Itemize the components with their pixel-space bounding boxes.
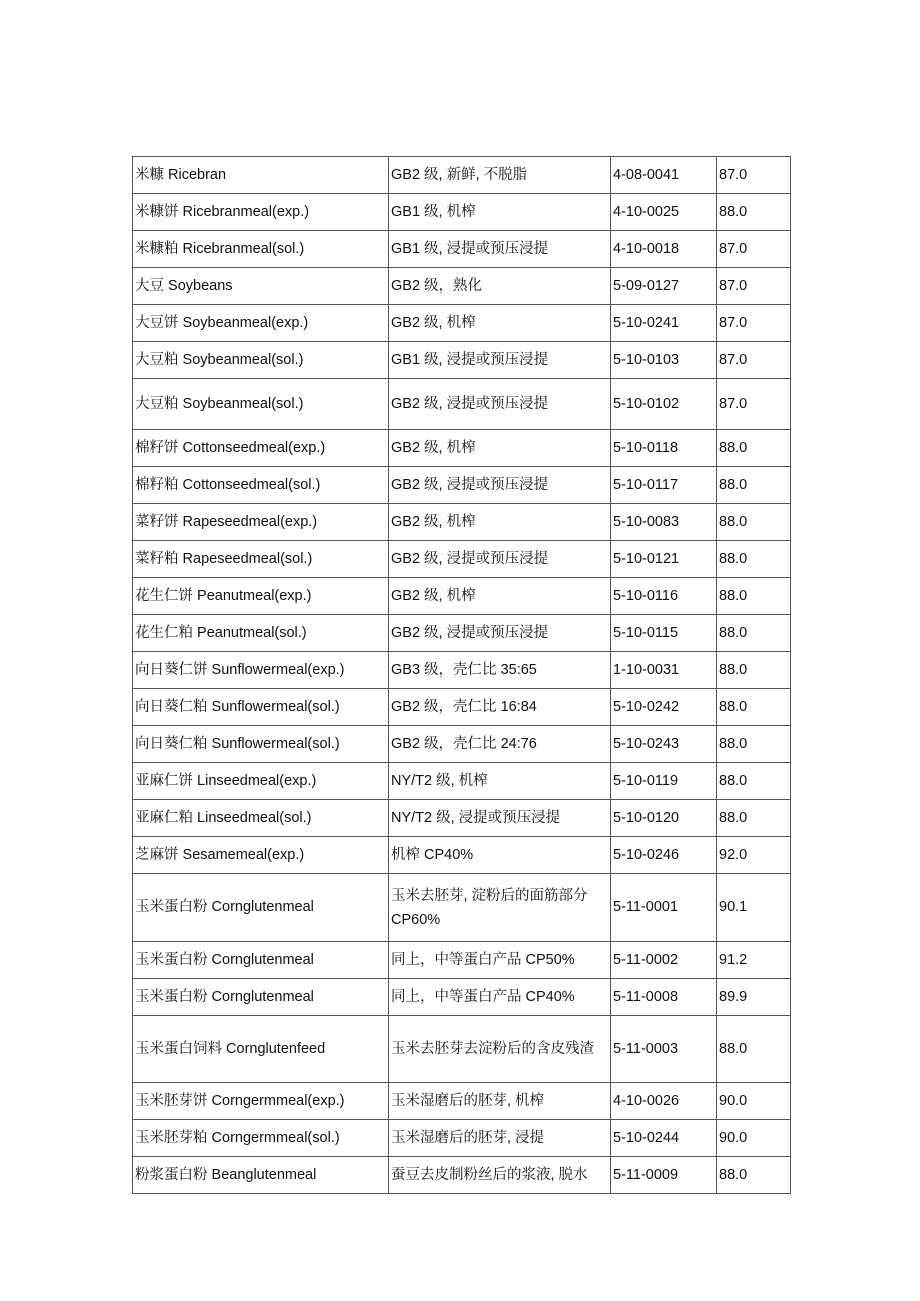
code-cell: 4-08-0041 [611, 157, 717, 194]
dry-matter-cell: 88.0 [717, 541, 791, 578]
table-row [133, 689, 791, 726]
table-row [133, 800, 791, 837]
table-row [133, 578, 791, 615]
spec-cell: GB2 级, 机榨 [389, 305, 611, 342]
feed-name-cell: 米糠粕 Ricebranmeal(sol.) [133, 231, 389, 268]
feed-name-cell: 大豆饼 Soybeanmeal(exp.) [133, 305, 389, 342]
code-cell: 5-10-0121 [611, 541, 717, 578]
feed-name-cell: 粉浆蛋白粉 Beanglutenmeal [133, 1157, 389, 1194]
dry-matter-cell: 88.0 [717, 504, 791, 541]
table-row [133, 342, 791, 379]
dry-matter-cell: 88.0 [717, 467, 791, 504]
feed-name-cell: 米糠 Ricebran [133, 157, 389, 194]
dry-matter-cell: 91.2 [717, 942, 791, 979]
table-row [133, 1083, 791, 1120]
dry-matter-cell: 87.0 [717, 231, 791, 268]
feed-name-cell: 玉米蛋白粉 Cornglutenmeal [133, 979, 389, 1016]
feed-name-cell: 亚麻仁粕 Linseedmeal(sol.) [133, 800, 389, 837]
feed-name-cell: 棉籽饼 Cottonseedmeal(exp.) [133, 430, 389, 467]
dry-matter-cell: 87.0 [717, 379, 791, 430]
feed-name-cell: 向日葵仁粕 Sunflowermeal(sol.) [133, 726, 389, 763]
table-row [133, 1157, 791, 1194]
code-cell: 5-10-0115 [611, 615, 717, 652]
spec-cell: GB2 级, 新鲜, 不脱脂 [389, 157, 611, 194]
table-row [133, 652, 791, 689]
code-cell: 5-10-0242 [611, 689, 717, 726]
table-row [133, 726, 791, 763]
code-cell: 5-11-0002 [611, 942, 717, 979]
table-row [133, 541, 791, 578]
dry-matter-cell: 90.1 [717, 874, 791, 942]
feed-name-cell: 芝麻饼 Sesamemeal(exp.) [133, 837, 389, 874]
dry-matter-cell: 89.9 [717, 979, 791, 1016]
feed-name-cell: 菜籽粕 Rapeseedmeal(sol.) [133, 541, 389, 578]
dry-matter-cell: 88.0 [717, 652, 791, 689]
code-cell: 5-10-0117 [611, 467, 717, 504]
spec-cell: GB2 级，壳仁比 16:84 [389, 689, 611, 726]
table-row [133, 157, 791, 194]
dry-matter-cell: 90.0 [717, 1120, 791, 1157]
dry-matter-cell: 87.0 [717, 305, 791, 342]
spec-cell: NY/T2 级, 浸提或预压浸提 [389, 800, 611, 837]
code-cell: 5-10-0102 [611, 379, 717, 430]
spec-cell: 同上，中等蛋白产品 CP50% [389, 942, 611, 979]
table-row [133, 430, 791, 467]
table-row [133, 268, 791, 305]
code-cell: 5-10-0241 [611, 305, 717, 342]
table-row [133, 231, 791, 268]
code-cell: 5-10-0246 [611, 837, 717, 874]
table-row [133, 1120, 791, 1157]
dry-matter-cell: 88.0 [717, 578, 791, 615]
dry-matter-cell: 88.0 [717, 194, 791, 231]
spec-cell: 机榨 CP40% [389, 837, 611, 874]
dry-matter-cell: 90.0 [717, 1083, 791, 1120]
table-row [133, 467, 791, 504]
table-row [133, 1016, 791, 1083]
code-cell: 5-10-0118 [611, 430, 717, 467]
spec-cell: GB1 级, 浸提或预压浸提 [389, 342, 611, 379]
dry-matter-cell: 87.0 [717, 157, 791, 194]
spec-cell: GB3 级，壳仁比 35:65 [389, 652, 611, 689]
feed-name-cell: 玉米蛋白粉 Cornglutenmeal [133, 942, 389, 979]
feed-name-cell: 大豆粕 Soybeanmeal(sol.) [133, 379, 389, 430]
feed-name-cell: 玉米胚芽粕 Corngermmeal(sol.) [133, 1120, 389, 1157]
code-cell: 5-10-0244 [611, 1120, 717, 1157]
table-row [133, 305, 791, 342]
feed-name-cell: 玉米蛋白饲料 Cornglutenfeed [133, 1016, 389, 1083]
table-row [133, 194, 791, 231]
feed-name-cell: 花生仁粕 Peanutmeal(sol.) [133, 615, 389, 652]
table-row [133, 615, 791, 652]
code-cell: 5-10-0120 [611, 800, 717, 837]
dry-matter-cell: 88.0 [717, 726, 791, 763]
code-cell: 5-11-0001 [611, 874, 717, 942]
dry-matter-cell: 88.0 [717, 689, 791, 726]
code-cell: 5-11-0009 [611, 1157, 717, 1194]
dry-matter-cell: 88.0 [717, 615, 791, 652]
code-cell: 5-11-0003 [611, 1016, 717, 1083]
spec-cell: 同上，中等蛋白产品 CP40% [389, 979, 611, 1016]
spec-cell: GB2 级, 机榨 [389, 430, 611, 467]
code-cell: 5-10-0116 [611, 578, 717, 615]
spec-cell: GB1 级, 浸提或预压浸提 [389, 231, 611, 268]
dry-matter-cell: 88.0 [717, 430, 791, 467]
code-cell: 4-10-0018 [611, 231, 717, 268]
feed-ingredient-table [132, 156, 791, 1194]
dry-matter-cell: 88.0 [717, 763, 791, 800]
code-cell: 5-10-0243 [611, 726, 717, 763]
spec-cell: GB2 级, 浸提或预压浸提 [389, 379, 611, 430]
table-row [133, 979, 791, 1016]
table-row [133, 837, 791, 874]
feed-name-cell: 大豆粕 Soybeanmeal(sol.) [133, 342, 389, 379]
spec-cell: GB2 级, 浸提或预压浸提 [389, 615, 611, 652]
feed-name-cell: 玉米胚芽饼 Corngermmeal(exp.) [133, 1083, 389, 1120]
code-cell: 4-10-0025 [611, 194, 717, 231]
table-row [133, 763, 791, 800]
code-cell: 1-10-0031 [611, 652, 717, 689]
table-row [133, 504, 791, 541]
spec-cell: 蚕豆去皮制粉丝后的浆液, 脱水 [389, 1157, 611, 1194]
code-cell: 5-11-0008 [611, 979, 717, 1016]
dry-matter-cell: 88.0 [717, 800, 791, 837]
spec-cell: NY/T2 级, 机榨 [389, 763, 611, 800]
table-row [133, 942, 791, 979]
spec-cell: 玉米去胚芽去淀粉后的含皮残渣 [389, 1016, 611, 1083]
dry-matter-cell: 92.0 [717, 837, 791, 874]
spec-cell: GB2 级, 机榨 [389, 504, 611, 541]
feed-name-cell: 大豆 Soybeans [133, 268, 389, 305]
spec-cell: 玉米湿磨后的胚芽, 机榨 [389, 1083, 611, 1120]
feed-name-cell: 米糠饼 Ricebranmeal(exp.) [133, 194, 389, 231]
code-cell: 5-10-0119 [611, 763, 717, 800]
spec-cell: GB2 级，壳仁比 24:76 [389, 726, 611, 763]
feed-name-cell: 亚麻仁饼 Linseedmeal(exp.) [133, 763, 389, 800]
dry-matter-cell: 87.0 [717, 342, 791, 379]
code-cell: 4-10-0026 [611, 1083, 717, 1120]
feed-name-cell: 花生仁饼 Peanutmeal(exp.) [133, 578, 389, 615]
spec-cell: 玉米湿磨后的胚芽, 浸提 [389, 1120, 611, 1157]
dry-matter-cell: 87.0 [717, 268, 791, 305]
code-cell: 5-09-0127 [611, 268, 717, 305]
spec-cell: GB2 级，熟化 [389, 268, 611, 305]
table-row [133, 379, 791, 430]
dry-matter-cell: 88.0 [717, 1157, 791, 1194]
table-row [133, 874, 791, 942]
feed-name-cell: 棉籽粕 Cottonseedmeal(sol.) [133, 467, 389, 504]
dry-matter-cell: 88.0 [717, 1016, 791, 1083]
table-body [133, 157, 791, 1194]
feed-name-cell: 向日葵仁粕 Sunflowermeal(sol.) [133, 689, 389, 726]
spec-cell: 玉米去胚芽, 淀粉后的面筋部分 CP60% [389, 874, 611, 942]
spec-cell: GB2 级, 浸提或预压浸提 [389, 541, 611, 578]
spec-cell: GB2 级, 机榨 [389, 578, 611, 615]
code-cell: 5-10-0083 [611, 504, 717, 541]
spec-cell: GB1 级, 机榨 [389, 194, 611, 231]
spec-cell: GB2 级, 浸提或预压浸提 [389, 467, 611, 504]
feed-name-cell: 菜籽饼 Rapeseedmeal(exp.) [133, 504, 389, 541]
code-cell: 5-10-0103 [611, 342, 717, 379]
feed-name-cell: 玉米蛋白粉 Cornglutenmeal [133, 874, 389, 942]
feed-name-cell: 向日葵仁饼 Sunflowermeal(exp.) [133, 652, 389, 689]
